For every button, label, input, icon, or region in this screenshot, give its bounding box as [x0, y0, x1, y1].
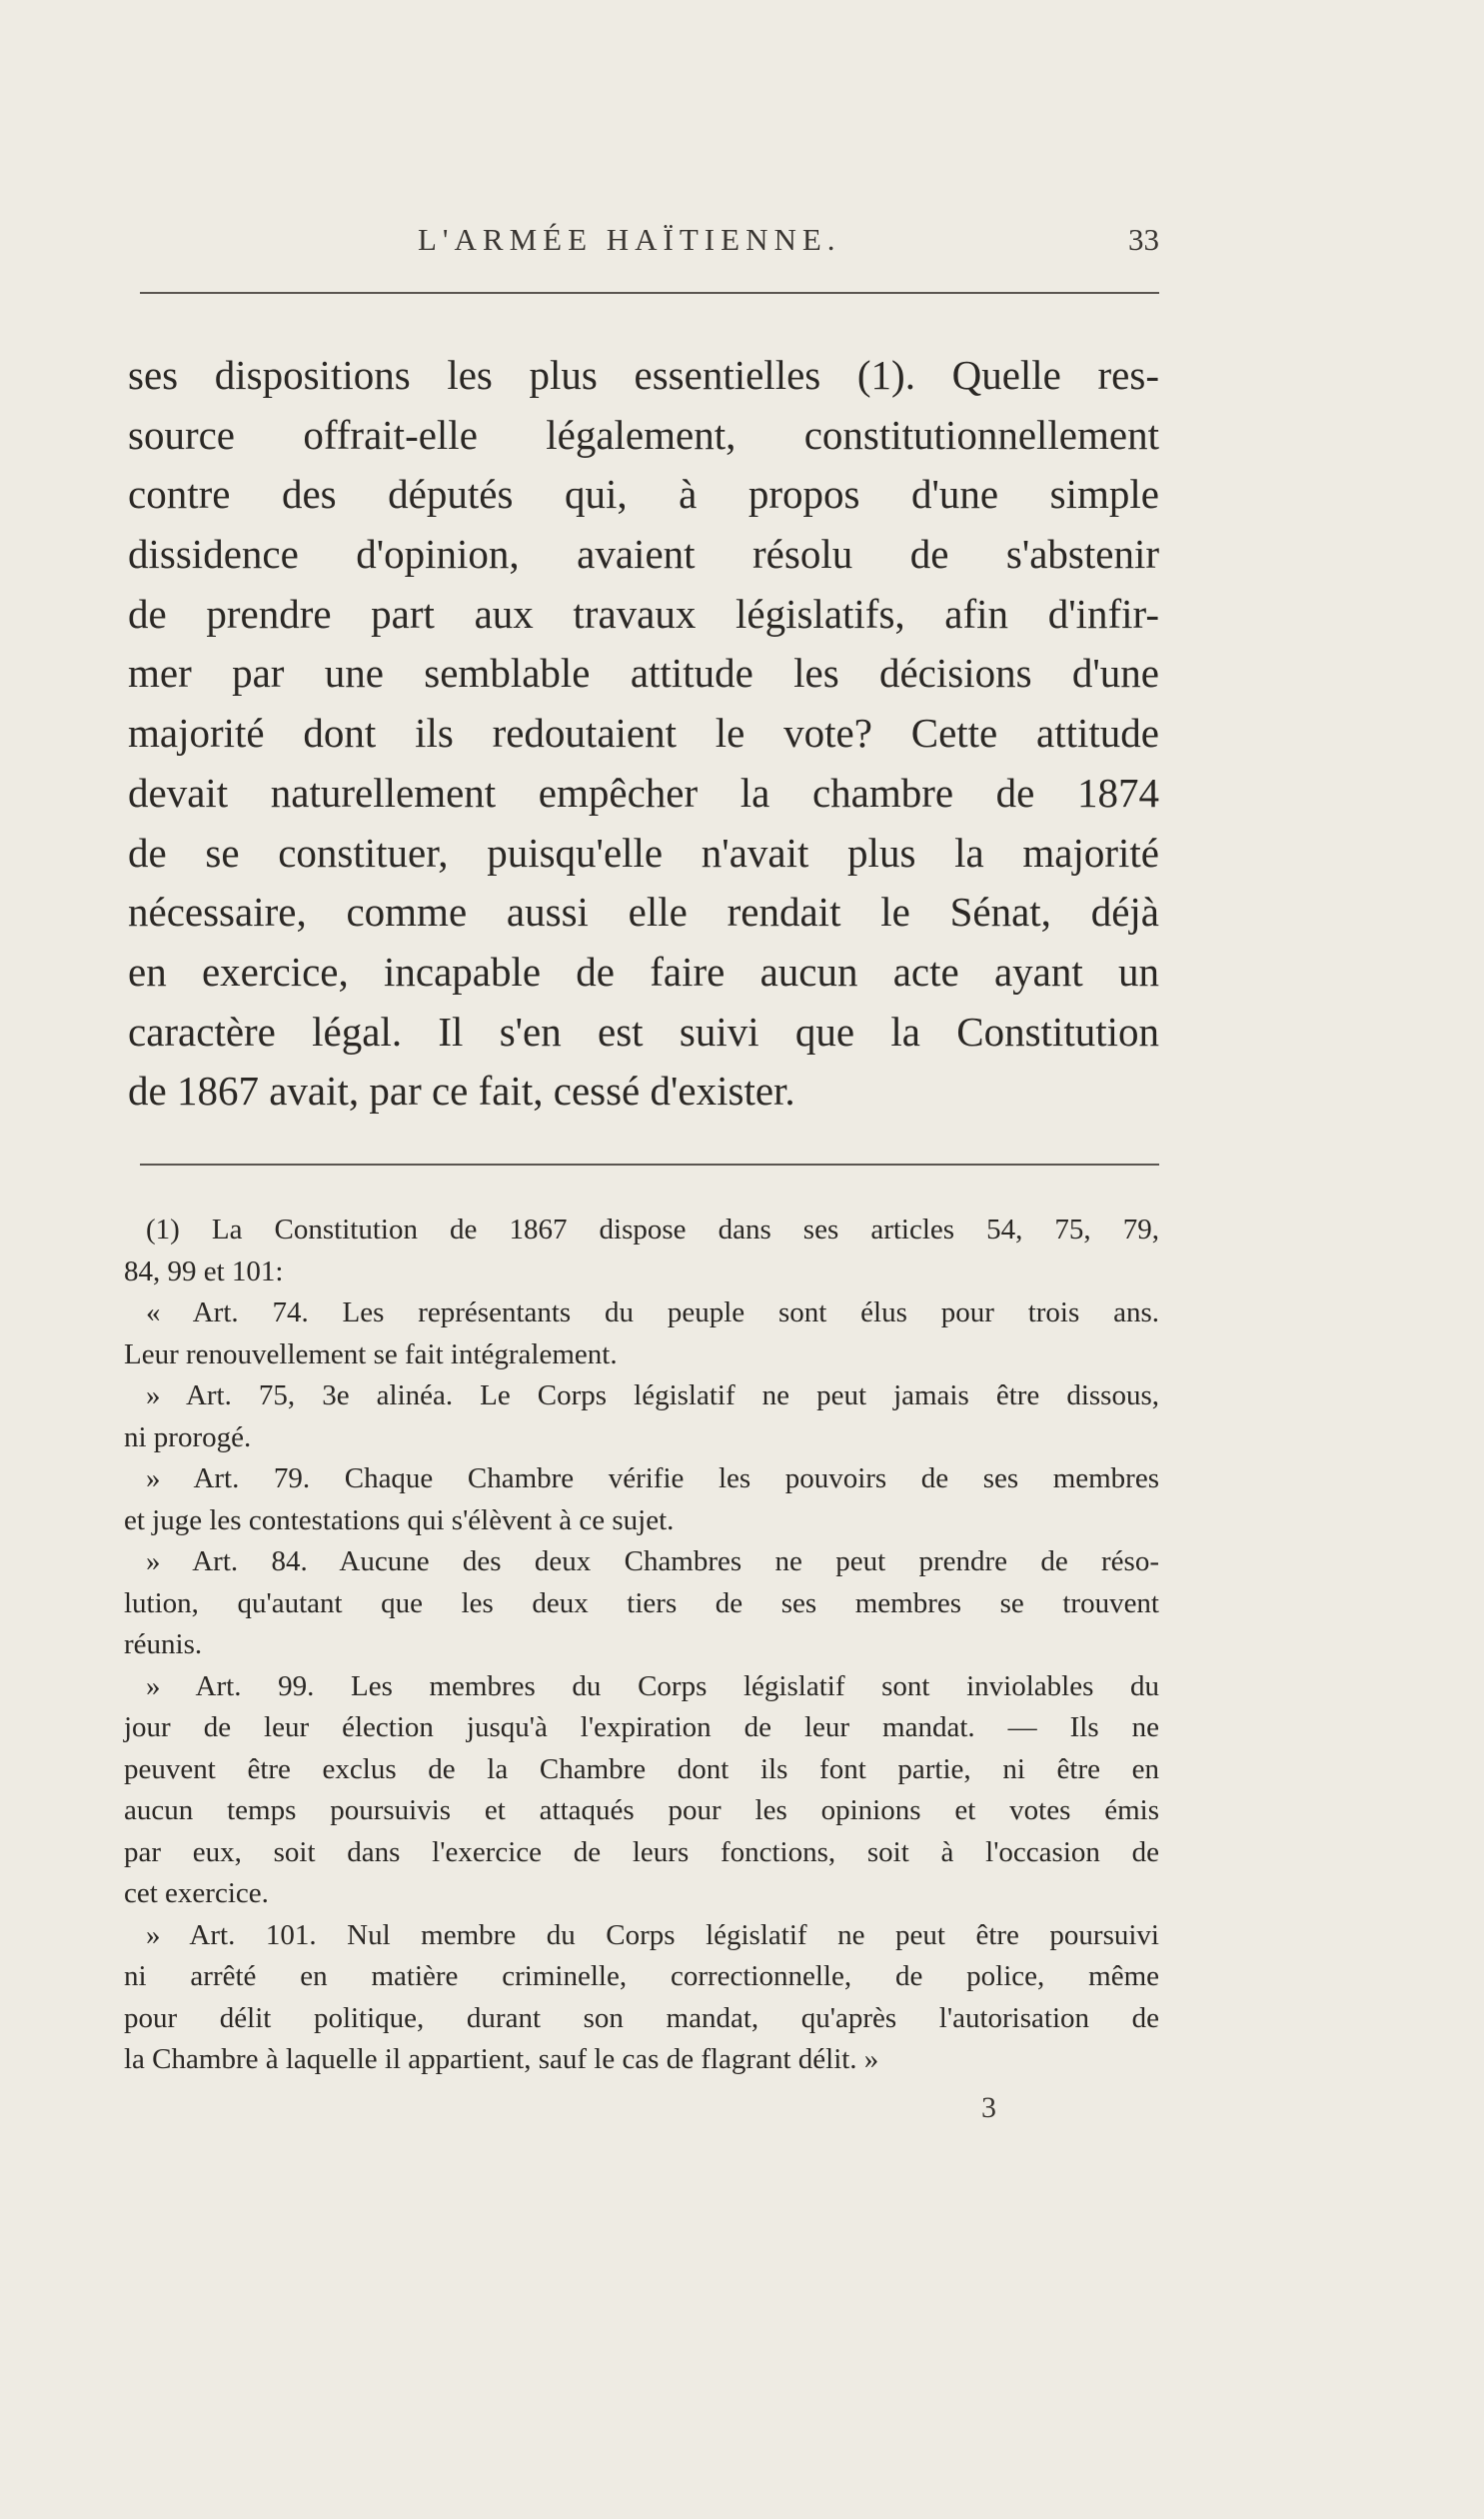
body-line: dissidence d'opinion, avaient résolu de s'abstenir [128, 531, 1159, 578]
footnote-line: » Art. 75, 3e alinéa. Le Corps législatif ne peut jamais être dissous, [146, 1379, 1159, 1411]
running-title: L'ARMÉE HAÏTIENNE. [418, 222, 841, 257]
body-line: majorité dont ils redoutaient le vote? Cette attitude [128, 710, 1159, 757]
footnote-line: Leur renouvellement se fait intégralement. [124, 1337, 618, 1370]
footnote-line: la Chambre à laquelle il appartient, sauf le cas de flagrant délit. » [124, 2043, 879, 2075]
footnote-line: lution, qu'autant que les deux tiers de ses membres se trouvent [124, 1586, 1159, 1619]
body-paragraph [128, 346, 1159, 1122]
body-line: nécessaire, comme aussi elle rendait le Sénat, déjà [128, 889, 1159, 936]
footnote-line: et juge les contestations qui s'élèvent à ce sujet. [124, 1503, 675, 1536]
footnote-line: 84, 99 et 101: [124, 1255, 284, 1287]
footnote-rule [140, 1164, 1159, 1166]
footnote-line: « Art. 74. Les représentants du peuple sont élus pour trois ans. [146, 1296, 1159, 1328]
footnotes [124, 1210, 1159, 2081]
footnote-line: ni prorogé. [124, 1420, 252, 1453]
body-line: mer par une semblable attitude les décisions d'une [128, 650, 1159, 697]
footnote-line: peuvent être exclus de la Chambre dont ils font partie, ni être en [124, 1752, 1159, 1785]
footnote-line: ni arrêté en matière criminelle, correctionnelle, de police, même [124, 1960, 1159, 1992]
footnote-line: » Art. 101. Nul membre du Corps législatif ne peut être poursuivi [146, 1918, 1159, 1951]
signature-mark: 3 [981, 2091, 996, 2124]
header-rule [140, 292, 1159, 294]
footnote-line: aucun temps poursuivis et attaqués pour les opinions et votes émis [124, 1794, 1159, 1826]
running-header [128, 222, 1159, 266]
footnote-line: » Art. 99. Les membres du Corps législatif sont inviolables du [146, 1669, 1159, 1702]
body-line: de prendre part aux travaux législatifs, afin d'infir- [128, 590, 1159, 637]
body-line: de 1867 avait, par ce fait, cessé d'exister. [128, 1068, 795, 1115]
body-line: devait naturellement empêcher la chambre de 1874 [128, 769, 1159, 816]
footnote-line: jour de leur élection jusqu'à l'expiration de leur mandat. — Ils ne [124, 1711, 1159, 1743]
footnote-line: par eux, soit dans l'exercice de leurs fonctions, soit à l'occasion de [124, 1835, 1159, 1868]
body-line: en exercice, incapable de faire aucun acte ayant un [128, 948, 1159, 995]
body-line: caractère légal. Il s'en est suivi que la Constitution [128, 1008, 1159, 1055]
page-number: 33 [1128, 222, 1159, 257]
footnote-line: » Art. 79. Chaque Chambre vérifie les pouvoirs de ses membres [146, 1462, 1159, 1494]
footnote-line: pour délit politique, durant son mandat, qu'après l'autorisation de [124, 2001, 1159, 2034]
body-line: source offrait-elle légalement, constitutionnellement [128, 411, 1159, 458]
body-line: ses dispositions les plus essentielles (1). Quelle res- [128, 352, 1159, 398]
footnote-line: (1) La Constitution de 1867 dispose dans ses articles 54, 75, 79, [146, 1214, 1159, 1246]
footnote-line: réunis. [124, 1628, 203, 1660]
body-line: contre des députés qui, à propos d'une simple [128, 471, 1159, 518]
footnote-line: » Art. 84. Aucune des deux Chambres ne peut prendre de réso- [146, 1545, 1159, 1577]
body-line: de se constituer, puisqu'elle n'avait plus la majorité [128, 829, 1159, 876]
footnote-line: cet exercice. [124, 1877, 269, 1909]
